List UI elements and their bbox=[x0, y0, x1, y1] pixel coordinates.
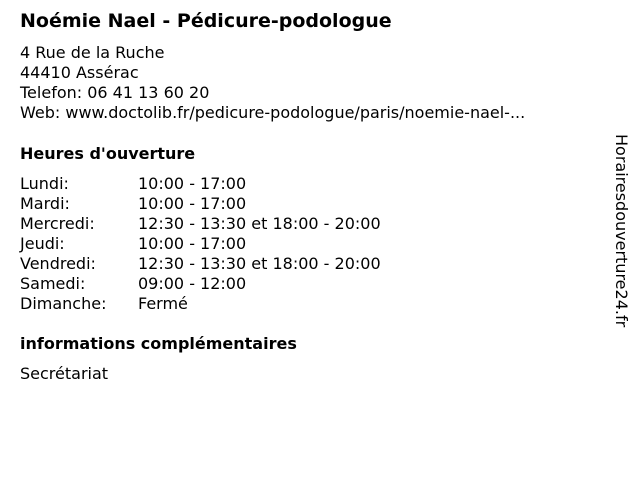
additional-info-heading: informations complémentaires bbox=[20, 334, 297, 353]
phone-number: Telefon: 06 41 13 60 20 bbox=[20, 83, 210, 102]
day-time: 10:00 - 17:00 bbox=[138, 234, 247, 253]
day-time: Fermé bbox=[138, 294, 188, 313]
day-label: Samedi: bbox=[20, 274, 86, 293]
street-address: 4 Rue de la Ruche bbox=[20, 43, 165, 62]
day-label: Vendredi: bbox=[20, 254, 96, 273]
hours-row-tuesday bbox=[20, 194, 381, 214]
hours-row-monday bbox=[20, 174, 381, 194]
day-time: 10:00 - 17:00 bbox=[138, 174, 247, 193]
day-label: Mercredi: bbox=[20, 214, 95, 233]
hours-row-saturday bbox=[20, 274, 381, 294]
opening-hours-table bbox=[20, 174, 381, 314]
day-label: Mardi: bbox=[20, 194, 70, 213]
hours-row-sunday bbox=[20, 294, 381, 314]
hours-row-thursday bbox=[20, 234, 381, 254]
day-label: Jeudi: bbox=[20, 234, 65, 253]
day-label: Lundi: bbox=[20, 174, 69, 193]
hours-heading: Heures d'ouverture bbox=[20, 144, 196, 163]
day-time: 12:30 - 13:30 et 18:00 - 20:00 bbox=[138, 214, 381, 233]
hours-row-friday bbox=[20, 254, 381, 274]
day-label: Dimanche: bbox=[20, 294, 107, 313]
additional-info-text: Secrétariat bbox=[20, 364, 109, 383]
day-time: 10:00 - 17:00 bbox=[138, 194, 247, 213]
site-watermark: Horairesdouverture24.fr bbox=[612, 134, 631, 328]
address-block bbox=[20, 43, 525, 123]
hours-row-wednesday bbox=[20, 214, 381, 234]
business-name: Noémie Nael - Pédicure-podologue bbox=[20, 10, 392, 32]
city-address: 44410 Assérac bbox=[20, 63, 139, 82]
day-time: 09:00 - 12:00 bbox=[138, 274, 247, 293]
day-time: 12:30 - 13:30 et 18:00 - 20:00 bbox=[138, 254, 381, 273]
website-link[interactable]: Web: www.doctolib.fr/pedicure-podologue/paris/noemie-nael-... bbox=[20, 103, 526, 122]
